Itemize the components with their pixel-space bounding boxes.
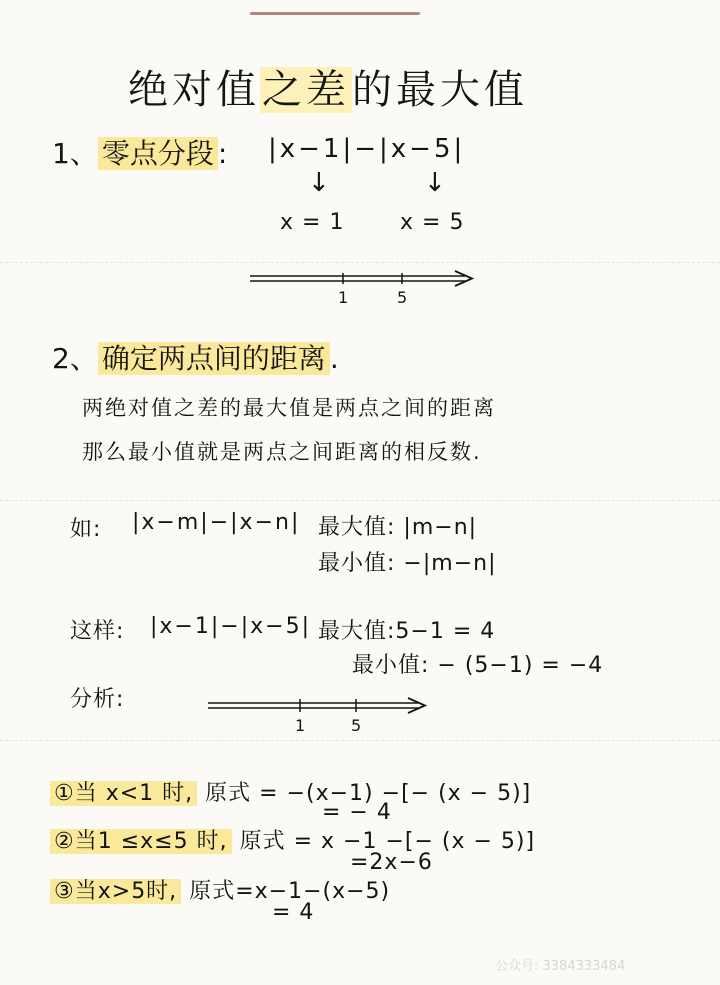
example-min-value: : −|m−n| xyxy=(387,551,497,576)
title-post: 的最大值 xyxy=(352,67,528,113)
applied-max-label: 最大值 xyxy=(318,619,388,644)
case-2-condition xyxy=(50,829,232,854)
number-line-2 xyxy=(208,696,433,718)
case-1-result: = − 4 xyxy=(322,800,392,825)
case-3-formula: 原式=x−1−(x−5) xyxy=(189,879,391,904)
number-line-2-tick-1: 1 xyxy=(295,716,306,735)
case-1-marker: ① xyxy=(54,781,75,806)
case-1-condition xyxy=(50,781,197,806)
case-2-result: =2x−6 xyxy=(350,850,433,875)
paper-fold-line xyxy=(0,500,720,501)
case-1-cond-text: 当 x<1 时, xyxy=(74,781,194,806)
applied-min-value: : − (5−1) = −4 xyxy=(421,653,604,678)
section2-line-2: 那么最小值就是两点之间距离的相反数. xyxy=(82,440,482,464)
case-1-formula: 原式 = −(x−1) −[− (x − 5)] xyxy=(205,781,532,806)
example-max-value: : |m−n| xyxy=(387,515,478,540)
number-line-2-tick-5: 5 xyxy=(351,716,362,735)
case-2 xyxy=(50,824,535,855)
applied-expression: |x−1|−|x−5| xyxy=(150,614,311,639)
number-line-1 xyxy=(250,270,480,290)
section2-heading xyxy=(52,337,339,377)
section1-label: 零点分段 xyxy=(98,137,218,170)
case-2-formula: 原式 = x −1 −[− (x − 5)] xyxy=(239,829,536,854)
applied-max xyxy=(318,614,495,645)
example-max-label: 最大值 xyxy=(318,515,388,540)
example-min xyxy=(318,546,497,577)
section1-heading xyxy=(52,132,227,172)
example-min-label: 最小值 xyxy=(318,551,388,576)
case-3-result: = 4 xyxy=(272,900,315,925)
example-prefix: 如: xyxy=(70,517,102,542)
zero-point-2: x = 5 xyxy=(400,210,465,235)
number-line-1-tick-1: 1 xyxy=(338,288,349,307)
section2-number: 2、 xyxy=(52,342,98,375)
applied-prefix: 这样: xyxy=(70,619,125,644)
example-expression: |x−m|−|x−n| xyxy=(132,510,301,535)
zero-point-1: x = 1 xyxy=(280,210,345,235)
section1-colon: : xyxy=(217,137,228,170)
applied-max-value: :5−1 = 4 xyxy=(387,619,496,644)
page-top-edge xyxy=(250,12,420,15)
analysis-label: 分析: xyxy=(70,687,125,712)
applied-min xyxy=(352,648,603,679)
page-title xyxy=(128,58,528,115)
example-max xyxy=(318,510,477,541)
case-2-cond-text: 当1 ≤x≤5 时, xyxy=(74,829,228,854)
title-pre: 绝对值 xyxy=(128,67,260,113)
number-line-1-tick-5: 5 xyxy=(397,288,408,307)
case-3-condition xyxy=(50,879,181,904)
watermark: 公众号: 3384333484 xyxy=(495,959,626,974)
case-3-cond-text: 当x>5时, xyxy=(74,879,178,904)
section2-line-1: 两绝对值之差的最大值是两点之间的距离 xyxy=(82,396,496,420)
arrow-down-icon: ↓ xyxy=(424,168,446,198)
arrow-down-icon: ↓ xyxy=(308,168,330,198)
case-3 xyxy=(50,874,390,905)
section1-number: 1、 xyxy=(52,137,98,170)
case-1 xyxy=(50,776,531,807)
title-highlight: 之差 xyxy=(262,67,350,113)
section2-dot: . xyxy=(329,342,339,375)
case-2-marker: ② xyxy=(54,829,75,854)
section1-expression: |x−1|−|x−5| xyxy=(268,134,466,164)
section2-label: 确定两点间的距离 xyxy=(98,342,330,375)
paper-fold-line xyxy=(0,262,720,263)
case-3-marker: ③ xyxy=(54,879,75,904)
paper-fold-line xyxy=(0,740,720,741)
applied-min-label: 最小值 xyxy=(352,653,422,678)
